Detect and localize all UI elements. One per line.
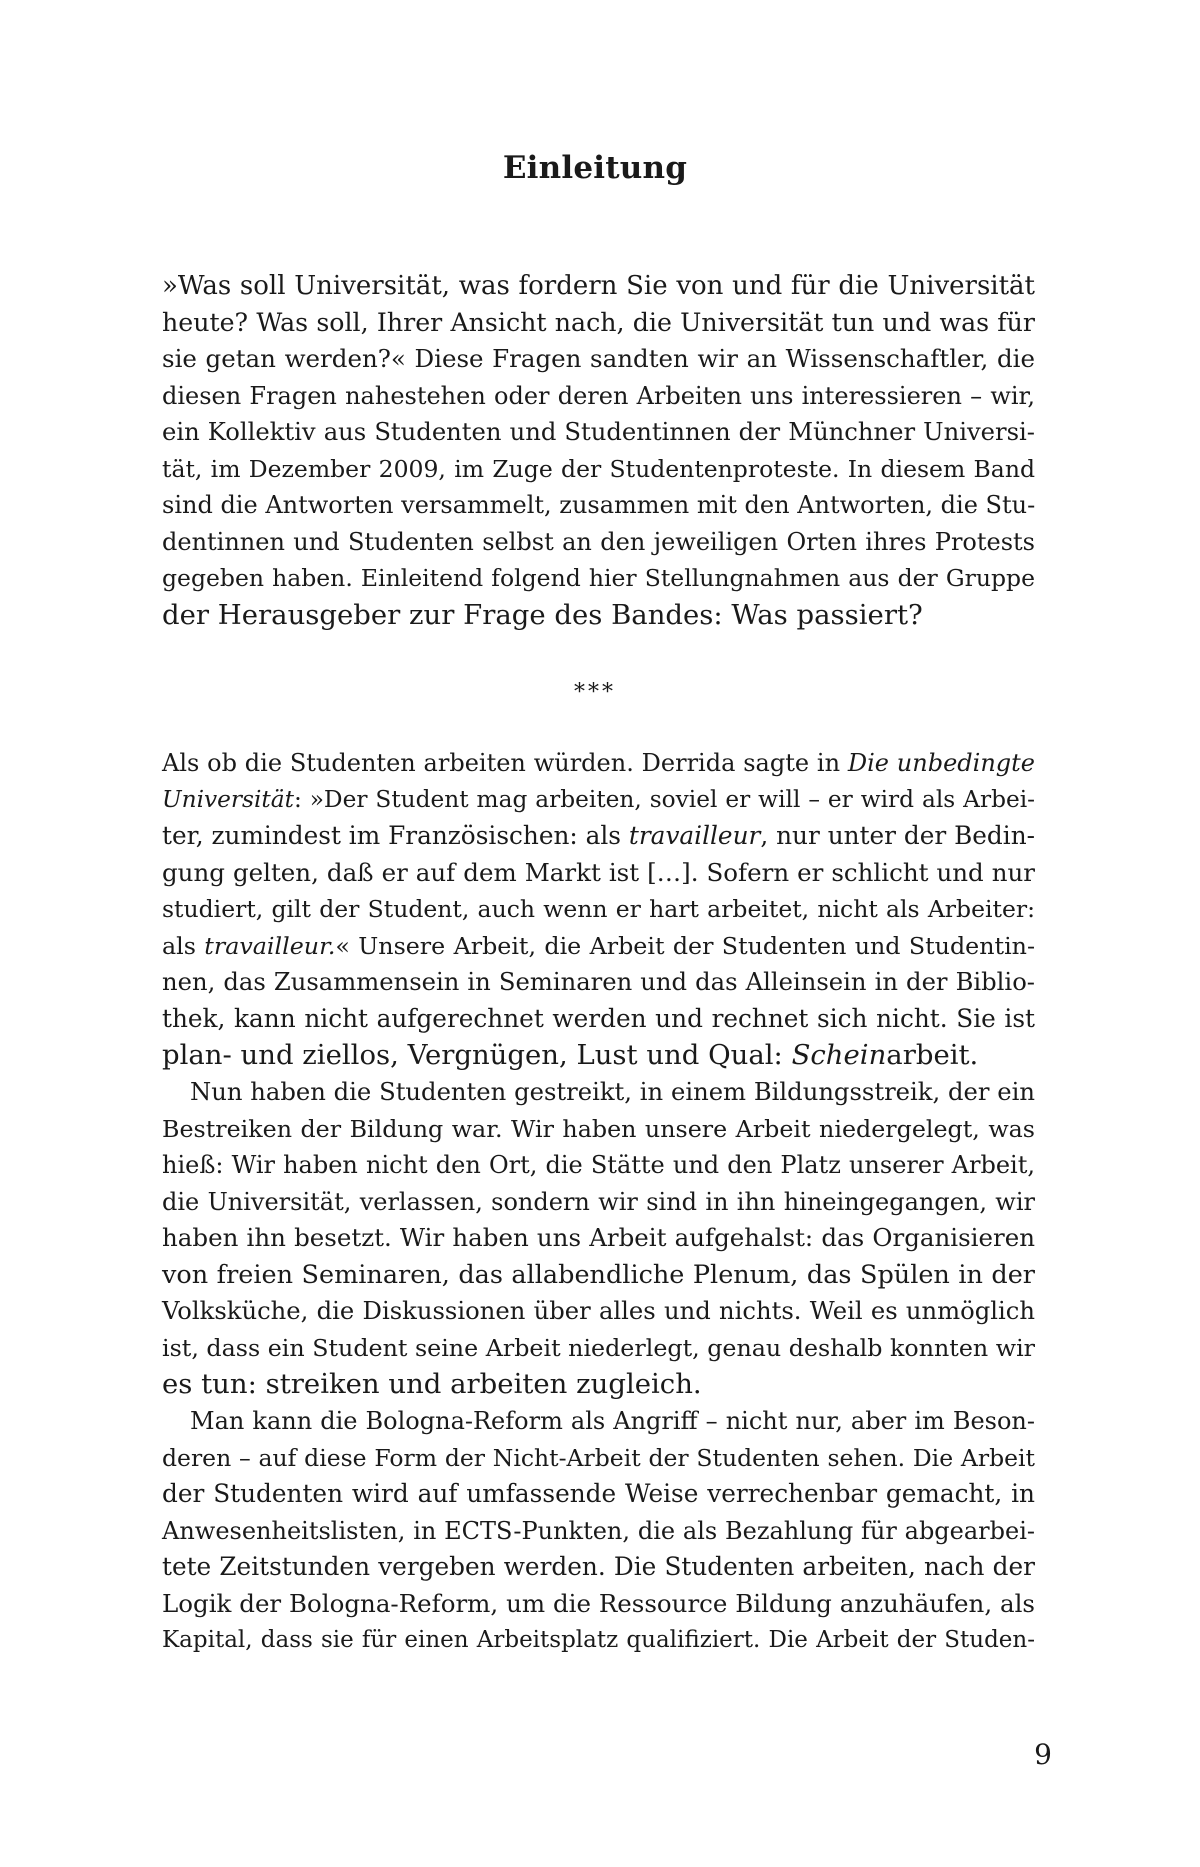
text-line: Als ob die Studenten arbeiten würden. Derrida sagte in Die unbedingte [162, 749, 1035, 777]
text-line: tete Zeitstunden vergeben werden. Die Studenten arbeiten, nach der [162, 1552, 1035, 1581]
paragraph-derrida [162, 745, 1035, 1074]
text-line: als travailleur.« Unsere Arbeit, die Arbeit der Studenten und Studentin- [162, 931, 1035, 960]
text-line: Logik der Bologna-Reform, um die Ressource Bildung anzuhäufen, als [162, 1588, 1035, 1618]
text-line: gegeben haben. Einleitend folgend hier Stellungnahmen aus der Gruppe [162, 564, 1035, 592]
book-title-italic: Die unbedingte [847, 749, 1035, 777]
text-line: heute? Was soll, Ihrer Ansicht nach, die Universität tun und was für [162, 307, 1035, 337]
text-line: der Herausgeber zur Frage des Bandes: Was passiert? [162, 598, 923, 631]
text-line: diesen Fragen nahestehen oder deren Arbeiten uns interessieren – wir, [162, 381, 1035, 410]
page-number: 9 [1034, 1738, 1052, 1771]
intro-paragraph [162, 268, 1035, 633]
text-line: thek, kann nicht aufgerechnet werden und rechnet sich nicht. Sie ist [162, 1003, 1035, 1033]
text-line: gung gelten, daß er auf dem Markt ist […]. Sofern er schlicht und nur [162, 857, 1035, 887]
text-line: die Universität, verlassen, sondern wir sind in ihn hineingegangen, wir [162, 1187, 1035, 1216]
text-line: es tun: streiken und arbeiten zugleich. [162, 1368, 702, 1400]
italic-term: travailleur [628, 821, 761, 850]
text-line: ist, dass ein Student seine Arbeit niederlegt, genau deshalb konnten wir [162, 1333, 1036, 1362]
text-line: Man kann die Bologna-Reform als Angriff – nicht nur, aber im Beson- [190, 1407, 1035, 1435]
text-line: der Studenten wird auf umfassende Weise verrechenbar gemacht, in [162, 1479, 1035, 1508]
text-line: ein Kollektiv aus Studenten und Studentinnen der Münchner Universi- [162, 417, 1035, 446]
text-line: Universität: »Der Student mag arbeiten, soviel er will – er wird als Arbei- [162, 785, 1035, 813]
text-line: Kapital, dass sie für einen Arbeitsplatz qualifiziert. Die Arbeit der Studen- [162, 1627, 1035, 1653]
text-line: plan- und ziellos, Vergnügen, Lust und Qual: Scheinarbeit. [162, 1039, 979, 1071]
paragraph-streik [162, 1074, 1035, 1403]
text-line: nen, das Zusammensein in Seminaren und das Alleinsein in der Biblio- [162, 967, 1035, 996]
text-line: sie getan werden?« Diese Fragen sandten wir an Wissenschaftler, die [162, 344, 1035, 373]
text-line: von freien Seminaren, das allabendliche Plenum, das Spülen in der [162, 1259, 1035, 1290]
text-line: dentinnen und Studenten selbst an den jeweiligen Orten ihres Protests [162, 527, 1035, 556]
text-line: hieß: Wir haben nicht den Ort, die Stätte und den Platz unserer Arbeit, [162, 1151, 1035, 1179]
text-line: »Was soll Universität, was fordern Sie von und für die Universität [162, 271, 1035, 301]
text-line: Bestreiken der Bildung war. Wir haben unsere Arbeit niedergelegt, was [162, 1114, 1035, 1143]
book-title-italic: Universität [162, 785, 294, 813]
text-line: studiert, gilt der Student, auch wenn er hart arbeitet, nicht als Arbeiter: [162, 895, 1035, 923]
section-separator: *** [574, 680, 616, 705]
italic-term: travailleur. [204, 931, 336, 960]
text-line: sind die Antworten versammelt, zusammen mit den Antworten, die Stu- [162, 491, 1036, 519]
text-line: Nun haben die Studenten gestreikt, in einem Bildungsstreik, der ein [190, 1077, 1035, 1106]
paragraph-bologna [162, 1403, 1035, 1659]
text-line: ter, zumindest im Französischen: als travailleur, nur unter der Bedin- [162, 821, 1035, 850]
text-line: haben ihn besetzt. Wir haben uns Arbeit aufgehalst: das Organisieren [162, 1223, 1035, 1252]
text-line: tät, im Dezember 2009, im Zuge der Studentenproteste. In diesem Band [162, 454, 1035, 483]
text-line: deren – auf diese Form der Nicht-Arbeit der Studenten sehen. Die Arbeit [162, 1443, 1035, 1472]
text-line: Anwesenheitslisten, in ECTS-Punkten, die als Bezahlung für abgearbei- [162, 1516, 1035, 1545]
chapter-title: Einleitung [502, 150, 688, 186]
text-line: Volksküche, die Diskussionen über alles und nichts. Weil es unmöglich [162, 1296, 1035, 1325]
italic-term: Schein [791, 1039, 887, 1071]
